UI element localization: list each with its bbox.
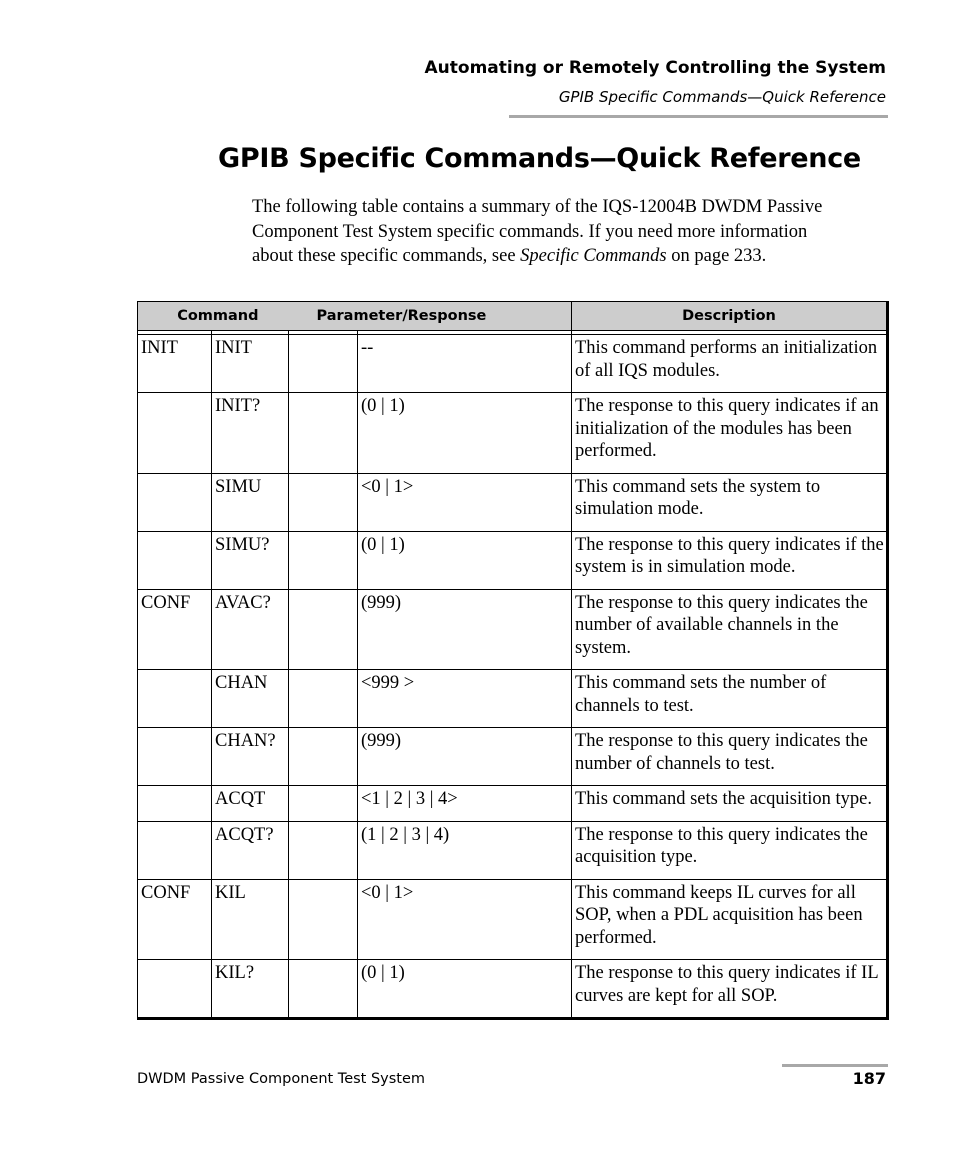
description-cell: This command sets the system to simulation mode.	[572, 473, 888, 531]
table-row	[138, 393, 888, 474]
chapter-title: Automating or Remotely Controlling the System	[424, 58, 886, 78]
description-cell: This command performs an initialization of all IQS modules.	[572, 335, 888, 393]
description-cell: This command sets the number of channels to test.	[572, 670, 888, 728]
description-cell: The response to this query indicates the number of channels to test.	[572, 728, 888, 786]
description-cell: The response to this query indicates the acquisition type.	[572, 821, 888, 879]
command-cell: ACQT?	[212, 821, 289, 879]
parameter-cell: <0 | 1>	[358, 473, 572, 531]
parameter-cell: (1 | 2 | 3 | 4)	[358, 821, 572, 879]
header-rule	[509, 115, 888, 118]
command-group-cell: CONF	[138, 879, 212, 960]
table-row	[138, 879, 888, 960]
command-group-cell	[138, 728, 212, 786]
command-cell: INIT	[212, 335, 289, 393]
subcommand-cell	[289, 531, 358, 589]
table-row	[138, 335, 888, 393]
subcommand-cell	[289, 728, 358, 786]
section-title: GPIB Specific Commands—Quick Reference	[558, 88, 886, 106]
parameter-cell: (0 | 1)	[358, 531, 572, 589]
table-row	[138, 670, 888, 728]
cross-reference-link[interactable]: Specific Commands	[520, 246, 667, 266]
command-group-cell	[138, 960, 212, 1019]
command-group-cell	[138, 393, 212, 474]
table-row	[138, 786, 888, 822]
page-number: 187	[852, 1069, 886, 1088]
description-cell: The response to this query indicates if IL curves are kept for all SOP.	[572, 960, 888, 1019]
subcommand-cell	[289, 960, 358, 1019]
footer-manual-title: DWDM Passive Component Test System	[137, 1071, 426, 1087]
command-cell: SIMU?	[212, 531, 289, 589]
intro-text: about these specific commands, see	[252, 246, 521, 266]
footer-rule	[782, 1064, 888, 1067]
table-row	[138, 589, 888, 670]
table-body	[138, 331, 888, 1019]
command-cell: CHAN	[212, 670, 289, 728]
subcommand-cell	[289, 786, 358, 822]
subcommand-cell	[289, 473, 358, 531]
command-group-cell	[138, 473, 212, 531]
subcommand-cell	[289, 821, 358, 879]
description-cell: This command keeps IL curves for all SOP, when a PDL acquisition has been performed.	[572, 879, 888, 960]
parameter-cell: (999)	[358, 728, 572, 786]
command-cell: SIMU	[212, 473, 289, 531]
subcommand-cell	[289, 335, 358, 393]
description-cell: The response to this query indicates if the system is in simulation mode.	[572, 531, 888, 589]
header-description: Description	[572, 302, 888, 331]
command-group-cell: CONF	[138, 589, 212, 670]
page-title: GPIB Specific Commands—Quick Reference	[218, 143, 861, 174]
table-row	[138, 473, 888, 531]
parameter-cell: --	[358, 335, 572, 393]
command-cell: KIL?	[212, 960, 289, 1019]
subcommand-cell	[289, 589, 358, 670]
table-row	[138, 531, 888, 589]
command-cell: INIT?	[212, 393, 289, 474]
command-cell: ACQT	[212, 786, 289, 822]
table-row	[138, 728, 888, 786]
command-group-cell	[138, 531, 212, 589]
intro-text-end: on page 233.	[666, 246, 767, 266]
description-cell: The response to this query indicates the number of available channels in the system.	[572, 589, 888, 670]
intro-line-3	[252, 244, 892, 269]
command-group-cell: INIT	[138, 335, 212, 393]
command-group-cell	[138, 821, 212, 879]
header-parameter: Parameter/Response	[289, 302, 572, 331]
subcommand-cell	[289, 670, 358, 728]
intro-line-1: The following table contains a summary of the IQS-12004B DWDM Passive	[252, 197, 823, 217]
parameter-cell: <0 | 1>	[358, 879, 572, 960]
parameter-cell: (999)	[358, 589, 572, 670]
description-cell: This command sets the acquisition type.	[572, 786, 888, 822]
parameter-cell: <1 | 2 | 3 | 4>	[358, 786, 572, 822]
description-cell: The response to this query indicates if an initialization of the modules has been performed.	[572, 393, 888, 474]
command-cell: AVAC?	[212, 589, 289, 670]
parameter-cell: (0 | 1)	[358, 960, 572, 1019]
intro-line-2: Component Test System specific commands. If you need more information	[252, 221, 808, 242]
command-table	[137, 301, 889, 1020]
subcommand-cell	[289, 879, 358, 960]
parameter-cell: (0 | 1)	[358, 393, 572, 474]
command-group-cell	[138, 786, 212, 822]
command-group-cell	[138, 670, 212, 728]
table-header-row	[138, 302, 888, 331]
header-command: Command	[138, 302, 289, 331]
intro-paragraph	[252, 195, 892, 269]
subcommand-cell	[289, 393, 358, 474]
command-cell: CHAN?	[212, 728, 289, 786]
parameter-cell: <999 >	[358, 670, 572, 728]
table-row	[138, 821, 888, 879]
table-row	[138, 960, 888, 1019]
command-cell: KIL	[212, 879, 289, 960]
